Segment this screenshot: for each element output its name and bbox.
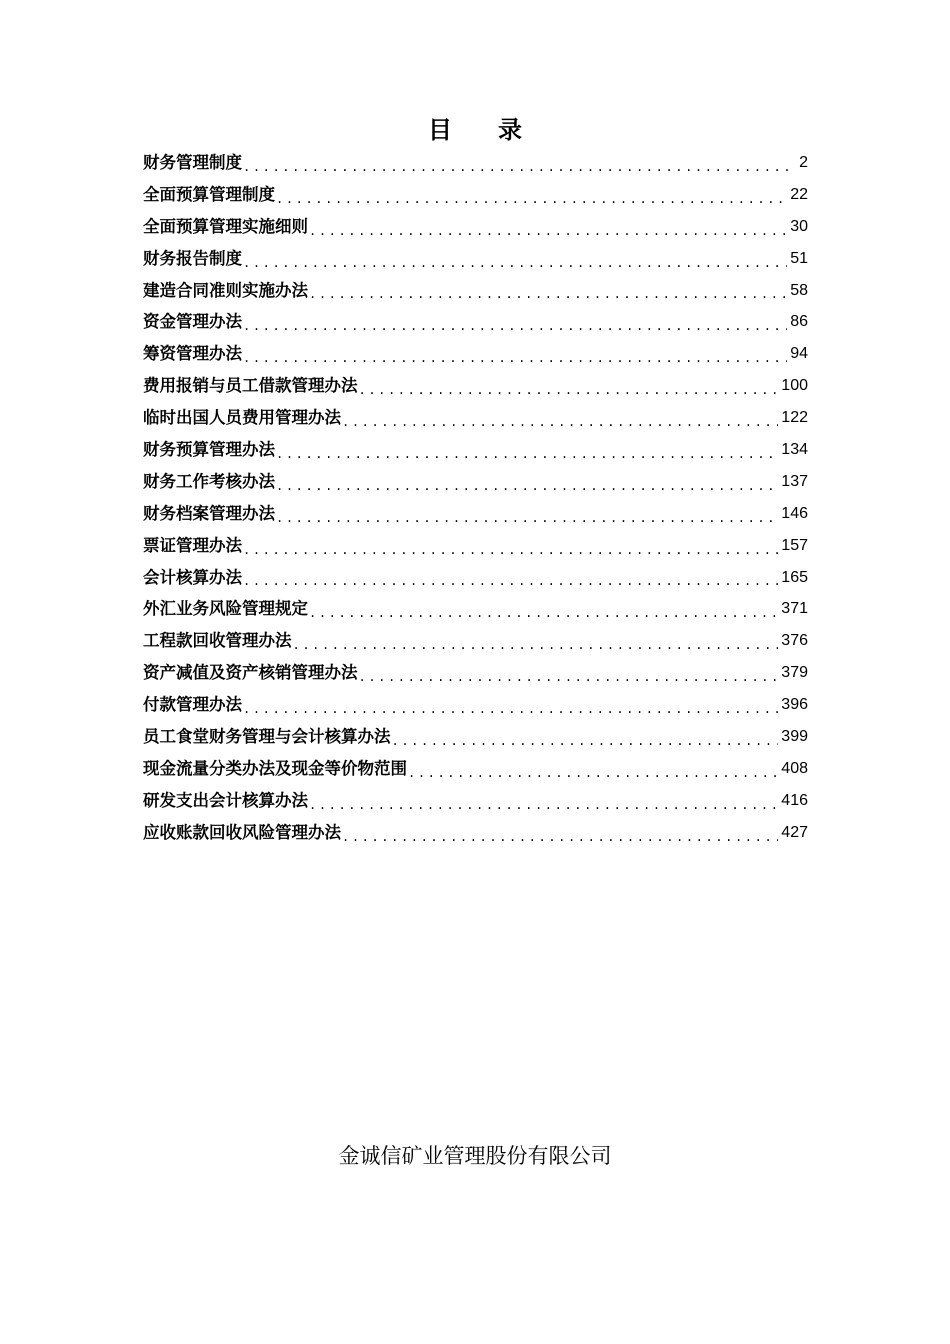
toc-entry-page: 427 [781, 823, 808, 841]
toc-entry-page: 30 [790, 217, 808, 235]
toc-entry-label: 费用报销与员工借款管理办法 [143, 376, 358, 396]
toc-entry-label: 临时出国人员费用管理办法 [143, 408, 341, 428]
toc-title-part1: 目 [428, 116, 452, 144]
toc-entry-label: 现金流量分类办法及现金等价物范围 [143, 758, 407, 778]
toc-entry[interactable] [143, 338, 808, 370]
toc-entry-page: 371 [781, 600, 808, 618]
toc-dot-leader [342, 410, 778, 434]
toc-entry-page: 416 [781, 791, 808, 809]
toc-entry-page: 146 [781, 504, 808, 522]
toc-dot-leader [309, 282, 787, 306]
toc-dot-leader [243, 697, 778, 721]
toc-dot-leader [309, 793, 778, 817]
toc-entry-page: 396 [781, 696, 808, 714]
toc-entry[interactable] [143, 530, 808, 562]
toc-dot-leader [243, 314, 787, 338]
toc-entry-page: 399 [781, 728, 808, 746]
toc-entry-label: 财务报告制度 [143, 248, 242, 268]
toc-dot-leader [276, 187, 787, 211]
toc-entry-label: 筹资管理办法 [143, 344, 242, 364]
toc-entry[interactable] [143, 785, 808, 817]
toc-entry[interactable] [143, 498, 808, 530]
toc-dot-leader [276, 474, 778, 498]
toc-entry[interactable] [143, 562, 808, 594]
toc-entry[interactable] [143, 434, 808, 466]
toc-entry-label: 应收账款回收风险管理办法 [143, 822, 341, 842]
toc-entry-page: 408 [781, 759, 808, 777]
toc-entry-page: 122 [781, 409, 808, 427]
toc-dot-leader [243, 155, 796, 179]
toc-dot-leader [408, 761, 778, 785]
toc-entry[interactable] [143, 593, 808, 625]
toc-entry-page: 51 [790, 249, 808, 267]
toc-entry-label: 研发支出会计核算办法 [143, 790, 308, 810]
toc-dot-leader [359, 665, 779, 689]
toc-entry-label: 员工食堂财务管理与会计核算办法 [143, 727, 391, 747]
toc-dot-leader [276, 442, 778, 466]
toc-entry-page: 100 [781, 377, 808, 395]
toc-entry[interactable] [143, 657, 808, 689]
toc-dot-leader [342, 825, 778, 849]
toc-entry-page: 94 [790, 345, 808, 363]
toc-entry-label: 资产减值及资产核销管理办法 [143, 663, 358, 683]
toc-entry-label: 财务工作考核办法 [143, 471, 275, 491]
toc-entry-label: 资金管理办法 [143, 312, 242, 332]
toc-entry-page: 22 [790, 185, 808, 203]
toc-entry[interactable] [143, 211, 808, 243]
toc-entry[interactable] [143, 243, 808, 275]
toc-dot-leader [243, 346, 787, 370]
toc-entry-label: 工程款回收管理办法 [143, 631, 292, 651]
toc-entry[interactable] [143, 147, 808, 179]
toc-entry-page: 165 [781, 568, 808, 586]
toc-entry[interactable] [143, 466, 808, 498]
toc-entry-label: 外汇业务风险管理规定 [143, 599, 308, 619]
toc-title-part2: 录 [498, 116, 522, 144]
toc-dot-leader [243, 569, 778, 593]
toc-entry-page: 157 [781, 536, 808, 554]
toc-entry-page: 58 [790, 281, 808, 299]
toc-entry[interactable] [143, 402, 808, 434]
toc-entry-label: 财务管理制度 [143, 152, 242, 172]
toc-entry[interactable] [143, 275, 808, 307]
toc-dot-leader [309, 219, 787, 243]
toc-entry[interactable] [143, 753, 808, 785]
toc-entry-label: 财务预算管理办法 [143, 440, 275, 459]
toc-dot-leader [359, 378, 779, 402]
toc-entry-label: 全面预算管理实施细则 [143, 216, 308, 236]
toc-entry[interactable] [143, 689, 808, 721]
toc-dot-leader [276, 506, 778, 530]
toc-entry-page: 376 [781, 632, 808, 650]
company-name: 金诚信矿业管理股份有限公司 [338, 1144, 612, 1168]
toc-entry[interactable] [143, 721, 808, 753]
toc-entry-page: 134 [781, 441, 808, 458]
toc-entry[interactable] [143, 306, 808, 338]
toc-list [143, 147, 808, 849]
toc-dot-leader [392, 729, 779, 753]
toc-entry-page: 137 [781, 472, 808, 490]
toc-entry-label: 全面预算管理制度 [143, 184, 275, 204]
toc-entry[interactable] [143, 817, 808, 849]
toc-entry-label: 付款管理办法 [143, 695, 242, 715]
toc-entry[interactable] [143, 625, 808, 657]
toc-dot-leader [243, 251, 787, 275]
toc-entry-page: 86 [790, 313, 808, 331]
toc-entry-label: 票证管理办法 [143, 535, 242, 555]
toc-entry-page: 379 [781, 664, 808, 682]
toc-entry[interactable] [143, 179, 808, 211]
toc-entry-page: 2 [799, 153, 808, 171]
toc-dot-leader [243, 538, 778, 562]
toc-entry-label: 会计核算办法 [143, 567, 242, 587]
toc-title [0, 112, 950, 148]
toc-entry[interactable] [143, 370, 808, 402]
toc-dot-leader [293, 633, 779, 657]
toc-entry-label: 财务档案管理办法 [143, 503, 275, 523]
toc-dot-leader [309, 601, 778, 625]
toc-entry-label: 建造合同准则实施办法 [143, 280, 308, 300]
